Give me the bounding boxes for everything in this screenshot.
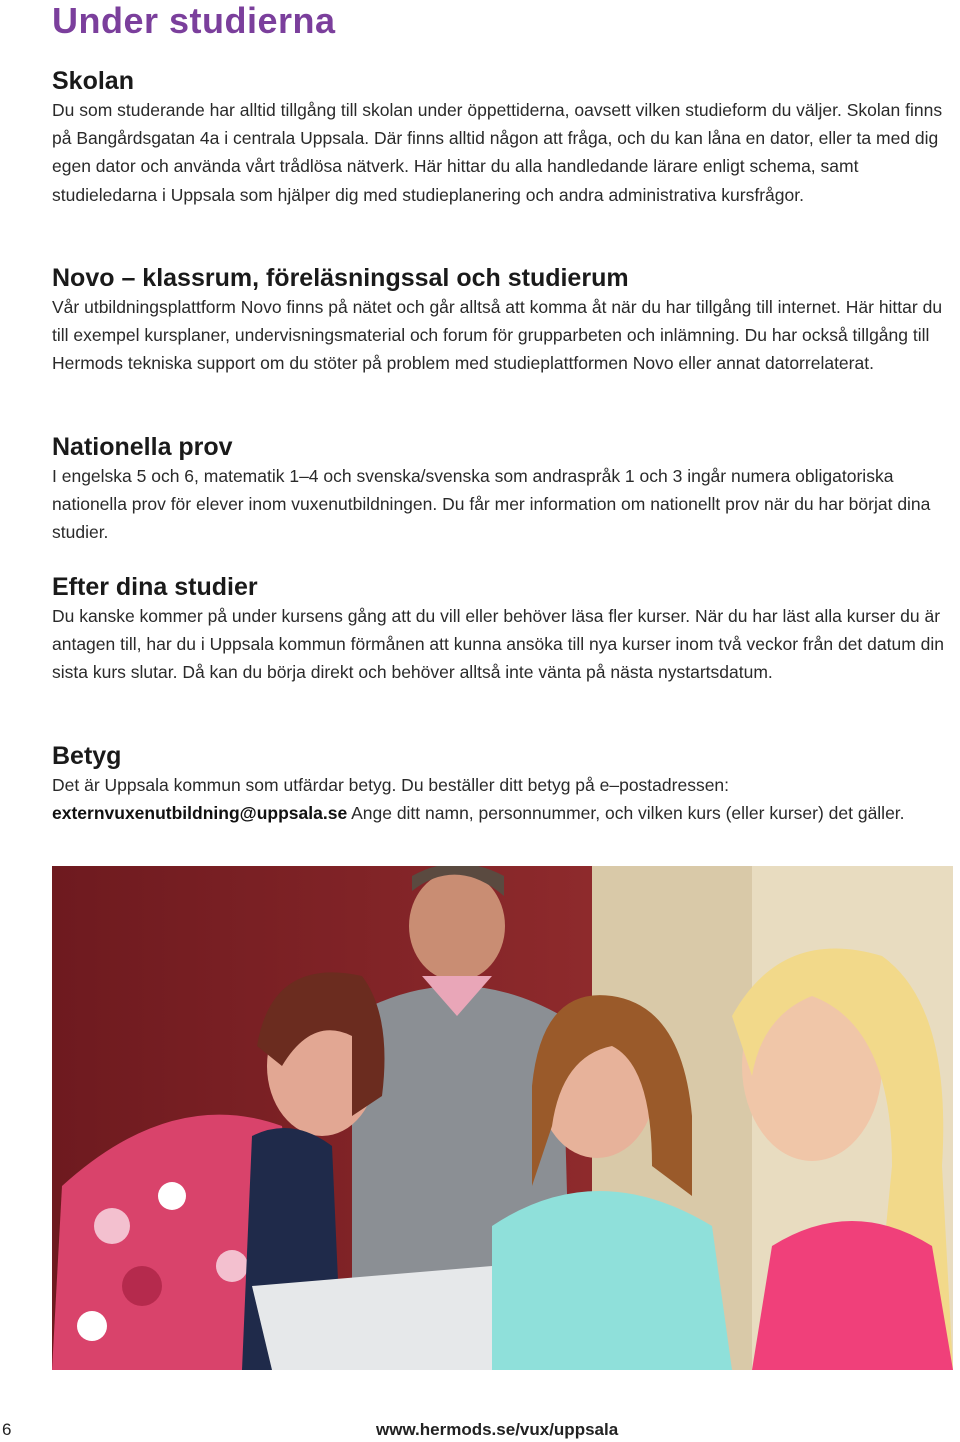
- section-text: Du kanske kommer på under kursens gång att du vill eller behöver läsa fler kurser. När du har läst alla kurser du är antagen till, har du i Uppsala kommun förmånen att kunna ansöka till nya kurser inom två veckor från det datum din sista kurs slutar. Då kan du börja direkt och behöver alltså inte vänta på nästa nystartsdatum.: [52, 606, 944, 683]
- section-heading: Novo – klassrum, föreläsningssal och studierum: [52, 264, 629, 292]
- email-link[interactable]: externvuxenutbildning@uppsala.se: [52, 803, 348, 824]
- section-betyg: [52, 741, 952, 827]
- section-heading: Efter dina studier: [52, 573, 258, 601]
- section-heading: Skolan: [52, 67, 134, 95]
- footer-url[interactable]: www.hermods.se/vux/uppsala: [376, 1420, 619, 1439]
- section-nationella-prov: [52, 432, 952, 547]
- section-text: I engelska 5 och 6, matematik 1–4 och svenska/svenska som andraspråk 1 och 3 ingår numera obligatoriska nationella prov för elever inom vuxenutbildningen. Du får mer information om nationellt prov när du har börjat dina studier.: [52, 466, 931, 543]
- section-efter-dina-studier: [52, 572, 952, 687]
- betyg-text-after: Ange ditt namn, personnummer, och vilken kurs (eller kurser) det gäller.: [347, 803, 905, 824]
- section-heading: Nationella prov: [52, 433, 233, 461]
- page-number: 6: [2, 1420, 12, 1439]
- betyg-text-before: Det är Uppsala kommun som utfärdar betyg. Du beställer ditt betyg på e–postadressen:: [52, 775, 730, 795]
- section-text: Du som studerande har alltid tillgång till skolan under öppettiderna, oavsett vilken studieform du väljer. Skolan finns på Bangårdsgatan 4a i centrala Uppsala. Där finns alltid någon att fråga, och du kan låna en dator, eller ta med dig egen dator och använda vårt trådlösa nätverk. Här hittar du alla handledande lärare enligt schema, samt studieledarna i Uppsala som hjälper dig med studieplanering och andra administrativa kursfrågor.: [52, 100, 943, 205]
- section-text: Vår utbildningsplattform Novo finns på nätet och går alltså att komma åt när du har tillgång till internet. Här hittar du till exempel kursplaner, undervisningsmaterial och forum för grupparbeten och inlämning. Du har också tillgång till Hermods tekniska support om du stöter på problem med studieplattformen Novo eller annat datorrelaterat.: [52, 297, 943, 374]
- section-heading: Betyg: [52, 742, 122, 770]
- section-text: [52, 771, 952, 827]
- photo-illustration: [52, 866, 953, 1370]
- page-title: Under studierna: [52, 0, 336, 41]
- section-skolan: [52, 66, 952, 209]
- section-novo: [52, 263, 952, 378]
- students-photo: [52, 866, 953, 1370]
